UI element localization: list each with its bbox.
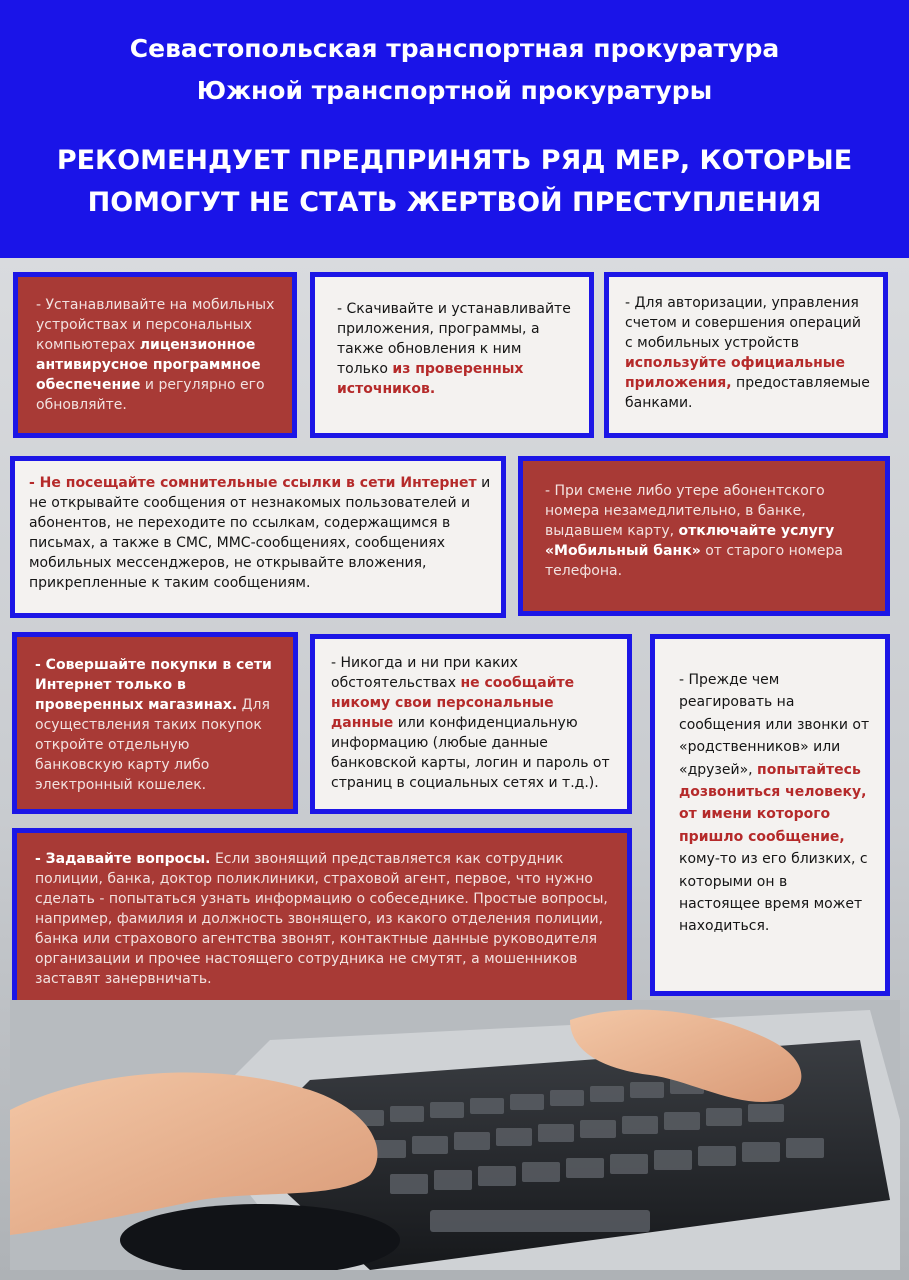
org-line-2: Южной транспортной прокуратуры	[196, 76, 713, 105]
organization-title	[0, 28, 909, 112]
tip-text: - Скачивайте и устанавливайте приложения, программы, а также обновления к ним только	[337, 301, 571, 377]
tip-text: предоставляемые банками.	[625, 375, 870, 411]
tip-text: Для осуществления таких покупок откройте отдельную банковскую карту либо электронный кошелек.	[35, 697, 270, 793]
headline	[0, 140, 909, 224]
tip-highlight: - Совершайте покупки в сети Интернет только в проверенных магазинах.	[35, 657, 272, 713]
tip-text: - Никогда и ни при каких обстоятельствах	[331, 655, 518, 691]
tip-mobile-bank	[518, 456, 890, 616]
tip-text: - Устанавливайте на мобильных устройствах и персональных компьютерах	[36, 297, 275, 353]
tip-trusted-sources	[310, 272, 594, 438]
tip-highlight: из проверенных источников.	[337, 361, 524, 397]
keyboard-hands-illustration	[10, 1000, 900, 1270]
tip-text: или конфиденциальную информацию (любые данные банковской карты, логин и пароль от страниц в социальных сетях и т.д.).	[331, 715, 610, 791]
tip-personal-data	[310, 634, 632, 814]
headline-line-2: ПОМОГУТ НЕ СТАТЬ ЖЕРТВОЙ ПРЕСТУПЛЕНИЯ	[87, 187, 822, 218]
tip-text: от старого номера телефона.	[545, 543, 843, 579]
tip-highlight: - Задавайте вопросы.	[35, 851, 211, 867]
tip-text: кому-то из его близких, с которыми он в настоящее время может находиться.	[679, 851, 868, 935]
tip-official-apps	[604, 272, 888, 438]
tip-text: - При смене либо утере абонентского номера незамедлительно, в банке, выдавшем карту,	[545, 483, 825, 539]
org-line-1: Севастопольская транспортная прокуратура	[129, 34, 780, 63]
tip-relatives-calls	[650, 634, 890, 996]
tip-highlight: не сообщайте никому свои персональные данные	[331, 675, 575, 731]
tip-highlight: - Не посещайте сомнительные ссылки в сети Интернет	[29, 475, 477, 491]
tip-text: - Для авторизации, управления счетом и совершения операций с мобильных устройств	[625, 295, 861, 351]
tip-ask-questions	[12, 828, 632, 1010]
tip-text: и регулярно его обновляйте.	[36, 377, 265, 413]
tip-highlight: попытайтесь дозвониться человеку, от имени которого пришло сообщение,	[679, 761, 867, 845]
tip-highlight: лицензионное антивирусное программное обеспечение	[36, 337, 261, 393]
tip-suspicious-links	[10, 456, 506, 618]
tip-highlight: отключайте услугу «Мобильный банк»	[545, 523, 835, 559]
tip-text: Если звонящий представляется как сотрудник полиции, банка, доктор поликлиники, страховой агент, первое, что нужно сделать - попытаться узнать информацию о собеседнике. Простые вопросы, например, фамилия и должность звонящего, из какого отделения полиции, банка или страхового агентства звонят, контактные данные руководителя организации и прочее настоящего сотрудника не смутят, а мошенников заставят занервничать.	[35, 851, 608, 987]
headline-line-1: РЕКОМЕНДУЕТ ПРЕДПРИНЯТЬ РЯД МЕР, КОТОРЫЕ	[56, 145, 853, 176]
tip-text: и не открывайте сообщения от незнакомых пользователей и абонентов, не переходите по ссылкам, содержащимся в письмах, а также в СМС, ММС-сообщениях, сообщениях мобильных мессенджеров, не открывайте вложения, прикрепленные к таким сообщениям.	[29, 475, 491, 591]
tip-text: - Прежде чем реагировать на сообщения или звонки от «родственников» или «друзей»,	[679, 672, 870, 778]
tip-trusted-shops	[12, 632, 298, 814]
tip-antivirus	[13, 272, 297, 438]
header-banner	[0, 0, 909, 258]
tip-highlight: используйте официальные приложения,	[625, 355, 845, 391]
